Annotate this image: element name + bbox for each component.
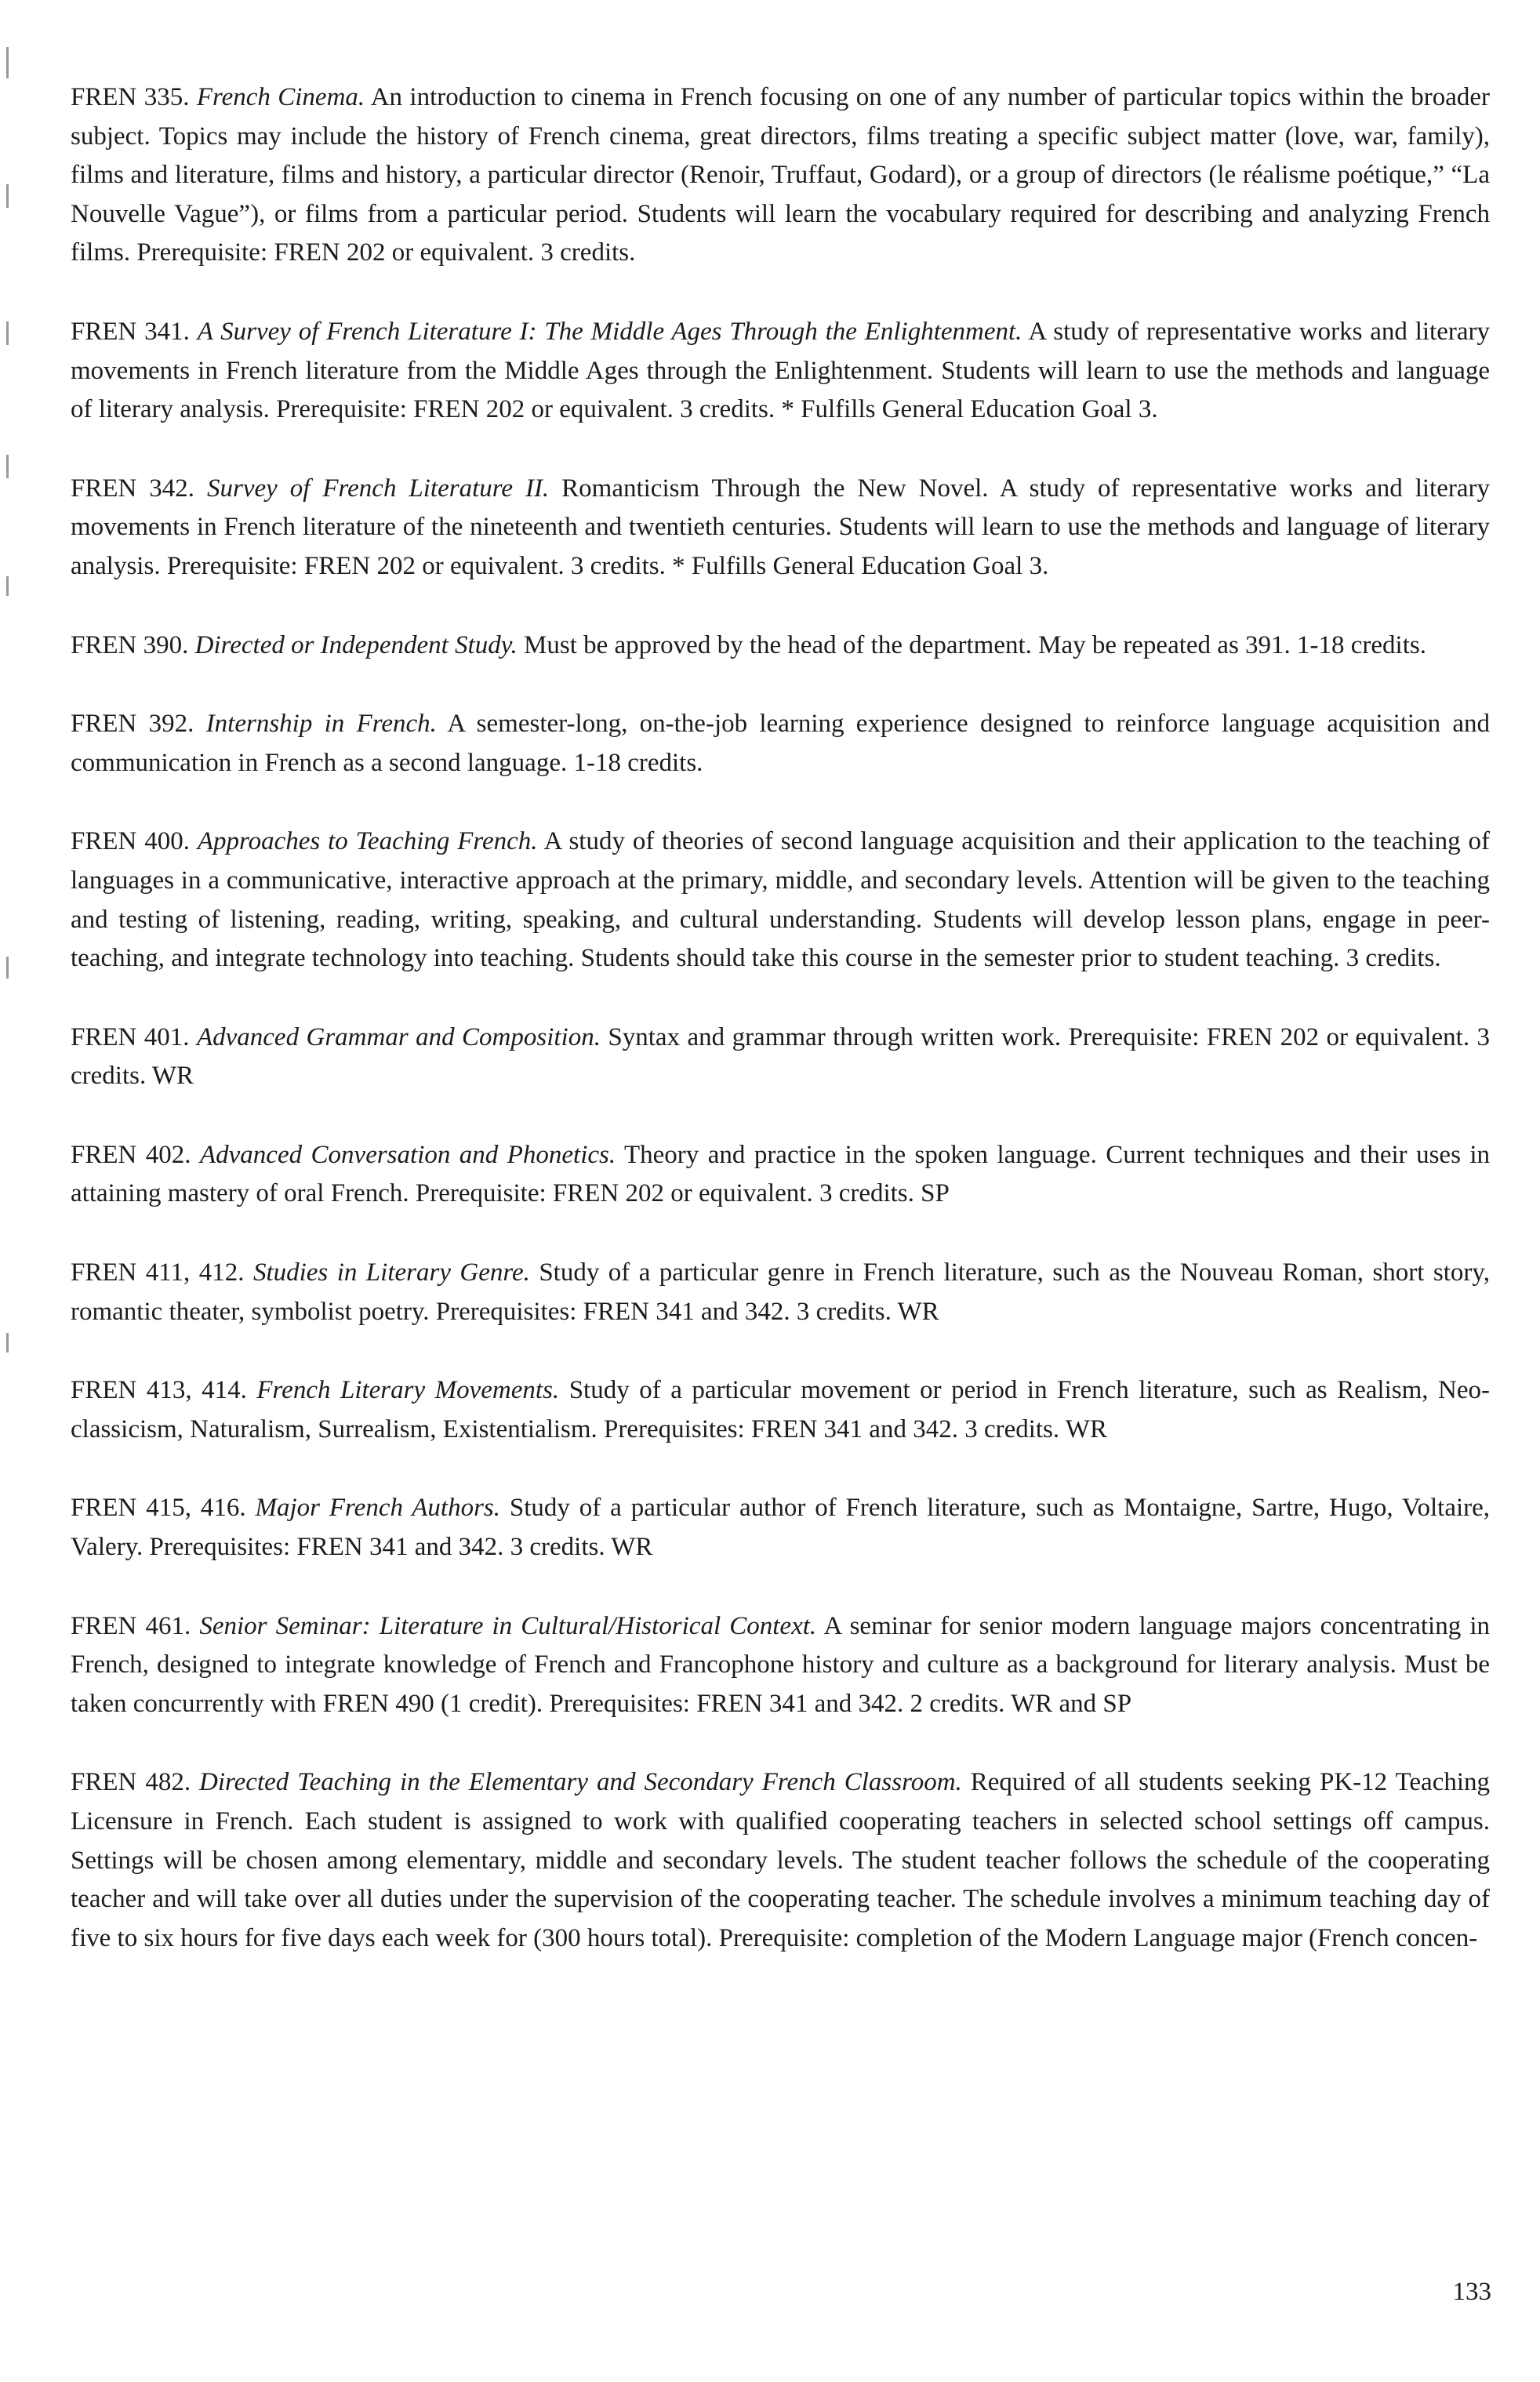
scan-mark (6, 47, 9, 78)
course-code: FREN 392. (71, 710, 194, 739)
course-title: French Literary Movements. (256, 1376, 560, 1405)
course-code: FREN 335. (71, 83, 190, 111)
course-description: Study of a particular movement or period in French literature, such as Realism, Neo-classicism, Naturalism, Surrealism, Existentialism. Prerequisites: FREN 341 and 342. 3 credits. WR (71, 1376, 1490, 1443)
course-entry (71, 1763, 1490, 1958)
course-code: FREN 400. (71, 827, 190, 856)
course-title: Approaches to Teaching French. (197, 827, 538, 856)
course-title: Directed Teaching in the Elementary and Secondary French Classroom. (199, 1768, 962, 1797)
course-entry (71, 1489, 1490, 1567)
course-description: A seminar for senior modern language majors concentrating in French, designed to integrate knowledge of French and Francophone history and culture as a background for literary analysis. Must be taken concurrently with FREN 490 (1 credit). Prerequisites: FREN 341 and 342. 2 credits. WR and SP (71, 1611, 1490, 1718)
scan-mark (6, 576, 9, 596)
course-description: Romanticism Through the New Novel. A study of representative works and literary movements in French literature of the nineteenth and twentieth centuries. Students will learn to use the methods and language of literary analysis. Prerequisite: FREN 202 or equivalent. 3 credits. * Fulfills General Education Goal 3. (71, 474, 1490, 580)
course-title: Survey of French Literature II. (207, 474, 550, 503)
course-code: FREN 390. (71, 630, 189, 659)
course-code: FREN 342. (71, 474, 195, 503)
course-description: A study of theories of second language acquisition and their application to the teaching of languages in a communicative, interactive approach at the primary, middle, and secondary levels. Attention will be given to the teaching and testing of listening, reading, writing, speaking, and cultural understanding. Students will develop lesson plans, engage in peer-teaching, and integrate technology into teaching. Students should take this course in the semester prior to student teaching. 3 credits. (71, 827, 1490, 973)
course-description: Theory and practice in the spoken language. Current techniques and their uses in attaining mastery of oral French. Prerequisite: FREN 202 or equivalent. 3 credits. SP (71, 1140, 1491, 1208)
course-entry (71, 78, 1490, 273)
course-description: A study of representative works and literary movements in French literature from the Middle Ages through the Enlightenment. Students will learn to use the methods and language of literary analysis. Prerequisite: FREN 202 or equivalent. 3 credits. * Fulfills General Education Goal 3. (71, 317, 1490, 424)
course-entry (71, 1254, 1490, 1331)
course-title: A Survey of French Literature I: The Middle Ages Through the Enlightenment. (197, 317, 1022, 346)
course-title: Advanced Conversation and Phonetics. (200, 1140, 616, 1169)
course-title: Studies in Literary Genre. (252, 1258, 530, 1287)
course-entry (71, 1136, 1490, 1214)
course-title: Directed or Independent Study. (194, 630, 518, 659)
course-entry (71, 470, 1490, 586)
course-list (71, 78, 1490, 1998)
course-entry (71, 626, 1490, 666)
course-entry (71, 1019, 1490, 1096)
course-description: Must be approved by the head of the department. May be repeated as 391. 1-18 credits. (524, 630, 1426, 659)
scan-mark (6, 184, 9, 208)
course-code: FREN 415, 416. (71, 1494, 246, 1523)
course-entry (71, 313, 1490, 430)
course-description: Syntax and grammar through written work. Prerequisite: FREN 202 or equivalent. 3 credits. WR (71, 1022, 1491, 1091)
course-code: FREN 461. (71, 1611, 191, 1640)
course-code: FREN 413, 414. (71, 1376, 247, 1405)
course-code: FREN 341. (71, 317, 190, 346)
course-entry (71, 822, 1490, 978)
course-code: FREN 411, 412. (71, 1258, 245, 1287)
course-entry (71, 1371, 1490, 1449)
course-description: An introduction to cinema in French focusing on one of any number of particular topics within the broader subject. Topics may include the history of French cinema, great directors, films treating a specific subject matter (love, war, family), films and literature, films and history, a particular director (Renoir, Truffaut, Godard), or a group of directors (le réalisme poétique,” “La Nouvelle Vague”), or films from a particular period. Students will learn the vocabulary required for describing and analyzing French films. Prerequisite: FREN 202 or equivalent. 3 credits. (71, 83, 1491, 267)
scan-mark (6, 321, 9, 345)
course-description: Required of all students seeking PK-12 Teaching Licensure in French. Each student is assigned to work with qualified cooperating teachers in selected school settings off campus. Settings will be chosen among elementary, middle and secondary levels. The student teacher follows the schedule of the cooperating teacher and will take over all duties under the supervision of the cooperating teacher. The schedule involves a minimum teaching day of five to six hours for five days each week for (300 hours total). Prerequisite: completion of the Modern Language major (French concen- (71, 1768, 1491, 1952)
course-title: French Cinema. (196, 83, 365, 111)
course-title: Major French Authors. (255, 1494, 501, 1523)
scan-mark (6, 957, 9, 979)
course-title: Senior Seminar: Literature in Cultural/Historical Context. (199, 1611, 817, 1640)
scan-mark (6, 455, 9, 478)
course-description: Study of a particular author of French literature, such as Montaigne, Sartre, Hugo, Voltaire, Valery. Prerequisites: FREN 341 and 342. 3 credits. WR (71, 1494, 1491, 1562)
course-description: A semester-long, on-the-job learning experience designed to reinforce language acquisition and communication in French as a second language. 1-18 credits. (71, 710, 1490, 777)
scan-mark (6, 1333, 9, 1353)
course-description: Study of a particular genre in French literature, such as the Nouveau Roman, short story, romantic theater, symbolist poetry. Prerequisites: FREN 341 and 342. 3 credits. WR (71, 1258, 1490, 1326)
course-entry (71, 1607, 1490, 1724)
course-code: FREN 402. (71, 1140, 191, 1169)
course-title: Advanced Grammar and Composition. (196, 1022, 601, 1051)
course-title: Internship in French. (205, 710, 437, 739)
course-code: FREN 401. (71, 1022, 190, 1051)
course-entry (71, 705, 1490, 783)
course-code: FREN 482. (71, 1768, 191, 1797)
page-number: 133 (1452, 2278, 1491, 2306)
